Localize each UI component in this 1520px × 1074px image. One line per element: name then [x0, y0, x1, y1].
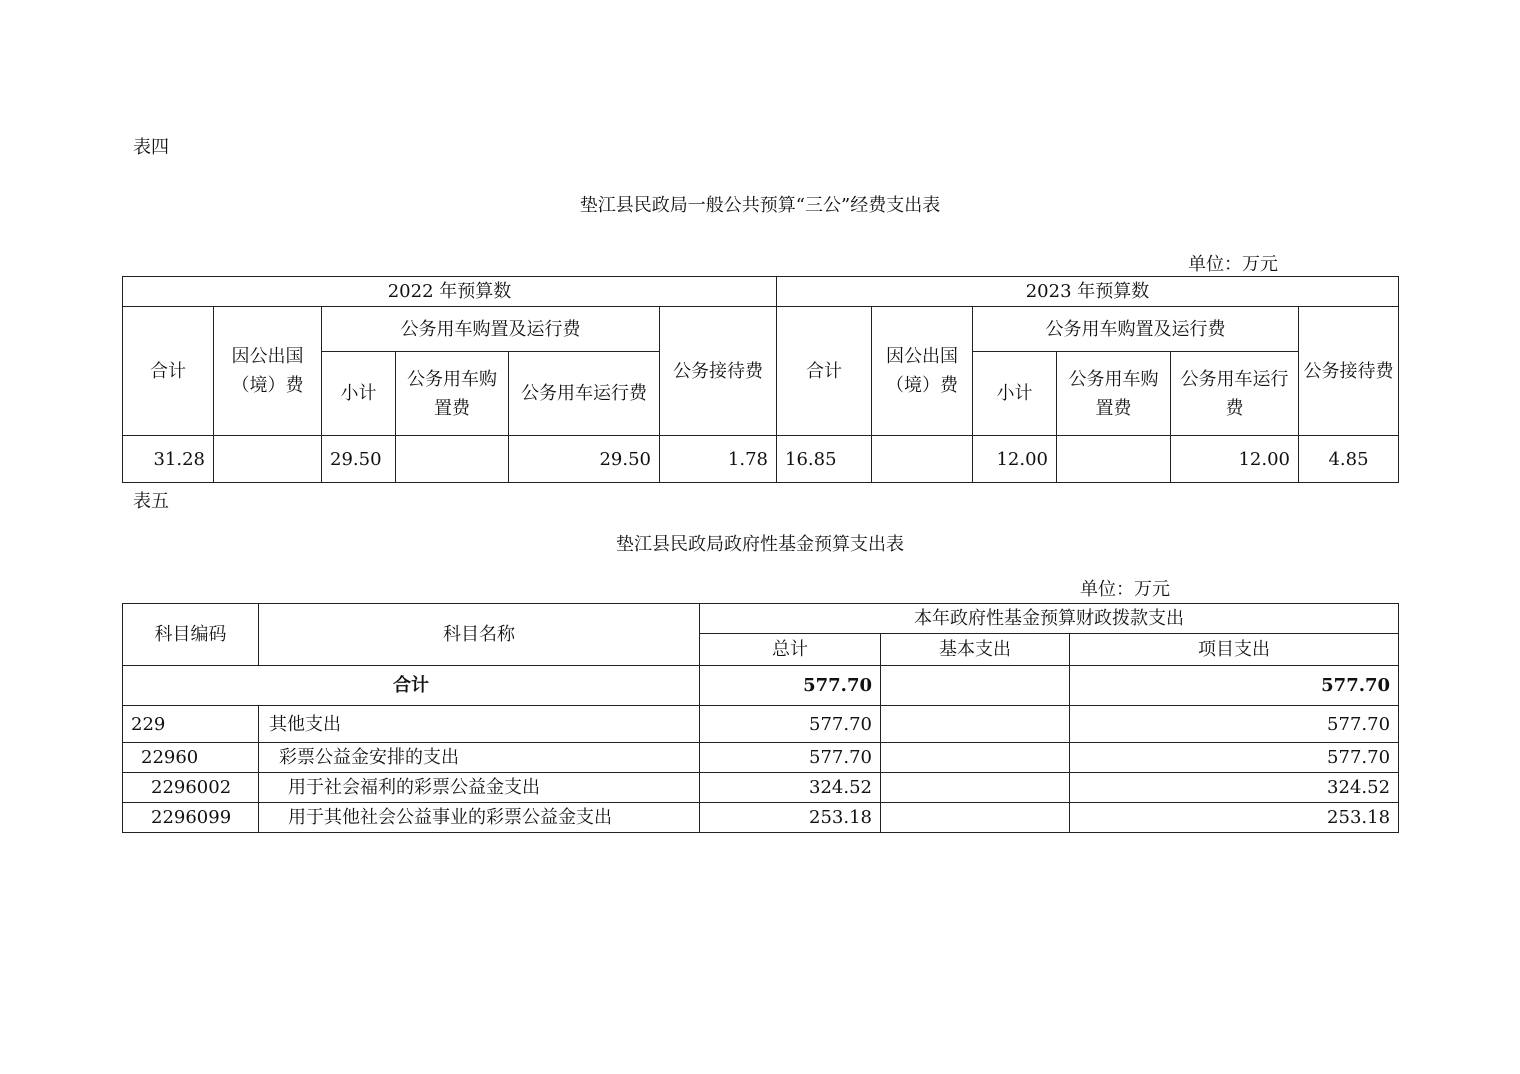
- operation-2023: 12.00: [1171, 436, 1299, 483]
- row-code: 2296002: [123, 773, 259, 803]
- row-code: 2296099: [123, 803, 259, 833]
- overseas-header-2022: 因公出国（境）费: [214, 307, 322, 436]
- table-row: [123, 743, 1399, 773]
- row-total: 253.18: [700, 803, 881, 833]
- operation-header-2022: 公务用车运行费: [509, 352, 660, 436]
- reception-header-2022: 公务接待费: [660, 307, 777, 436]
- sum-label: 合计: [123, 666, 700, 706]
- subtotal-2022: 29.50: [322, 436, 396, 483]
- table5-label: 表五: [133, 491, 169, 512]
- table5-unit: 单位：万元: [1080, 579, 1170, 600]
- overseas-2023: [872, 436, 973, 483]
- sum-row: [123, 666, 1399, 706]
- row-project: 577.70: [1070, 743, 1399, 773]
- table4-label: 表四: [133, 137, 169, 158]
- operation-2022: 29.50: [509, 436, 660, 483]
- table-row: [123, 803, 1399, 833]
- reception-2022: 1.78: [660, 436, 777, 483]
- row-project: 253.18: [1070, 803, 1399, 833]
- purchase-header-2023: 公务用车购置费: [1057, 352, 1171, 436]
- row-name: 彩票公益金安排的支出: [259, 743, 700, 773]
- purchase-header-2022: 公务用车购置费: [396, 352, 509, 436]
- row-project: 324.52: [1070, 773, 1399, 803]
- vehicle-group-header-2022: 公务用车购置及运行费: [322, 307, 660, 352]
- table-row: [123, 706, 1399, 743]
- subtotal-2023: 12.00: [973, 436, 1057, 483]
- subtotal-header-2022: 小计: [322, 352, 396, 436]
- sum-basic: [881, 666, 1070, 706]
- row-name: 其他支出: [259, 706, 700, 743]
- name-header: 科目名称: [259, 604, 700, 666]
- row-total: 577.70: [700, 706, 881, 743]
- code-header: 科目编码: [123, 604, 259, 666]
- total-header-2022: 合计: [123, 307, 214, 436]
- reception-2023: 4.85: [1299, 436, 1399, 483]
- vehicle-group-header-2023: 公务用车购置及运行费: [973, 307, 1299, 352]
- table-row: [123, 436, 1399, 483]
- year-2022-header: 2022 年预算数: [123, 277, 777, 307]
- row-code: 22960: [123, 743, 259, 773]
- table-row: [123, 773, 1399, 803]
- total-2023: 16.85: [777, 436, 872, 483]
- table5-title: 垫江县民政局政府性基金预算支出表: [616, 534, 904, 555]
- sum-total: 577.70: [700, 666, 881, 706]
- reception-header-2023: 公务接待费: [1299, 307, 1399, 436]
- overseas-header-2023: 因公出国（境）费: [872, 307, 973, 436]
- government-fund-budget-table: [122, 603, 1399, 833]
- basic-header: 基本支出: [881, 634, 1070, 666]
- row-total: 577.70: [700, 743, 881, 773]
- row-total: 324.52: [700, 773, 881, 803]
- row-name: 用于社会福利的彩票公益金支出: [259, 773, 700, 803]
- total-2022: 31.28: [123, 436, 214, 483]
- row-basic: [881, 803, 1070, 833]
- table4-unit: 单位：万元: [1188, 254, 1278, 275]
- sum-project: 577.70: [1070, 666, 1399, 706]
- purchase-2023: [1057, 436, 1171, 483]
- year-2023-header: 2023 年预算数: [777, 277, 1399, 307]
- project-header: 项目支出: [1070, 634, 1399, 666]
- row-project: 577.70: [1070, 706, 1399, 743]
- row-code: 229: [123, 706, 259, 743]
- total-header-2023: 合计: [777, 307, 872, 436]
- table4-title: 垫江县民政局一般公共预算“三公”经费支出表: [579, 195, 941, 216]
- fund-group-header: 本年政府性基金预算财政拨款支出: [700, 604, 1399, 634]
- total-header: 总计: [700, 634, 881, 666]
- three-public-expenses-table: [122, 276, 1399, 483]
- row-basic: [881, 743, 1070, 773]
- purchase-2022: [396, 436, 509, 483]
- subtotal-header-2023: 小计: [973, 352, 1057, 436]
- operation-header-2023: 公务用车运行费: [1171, 352, 1299, 436]
- row-basic: [881, 706, 1070, 743]
- row-name: 用于其他社会公益事业的彩票公益金支出: [259, 803, 700, 833]
- row-basic: [881, 773, 1070, 803]
- overseas-2022: [214, 436, 322, 483]
